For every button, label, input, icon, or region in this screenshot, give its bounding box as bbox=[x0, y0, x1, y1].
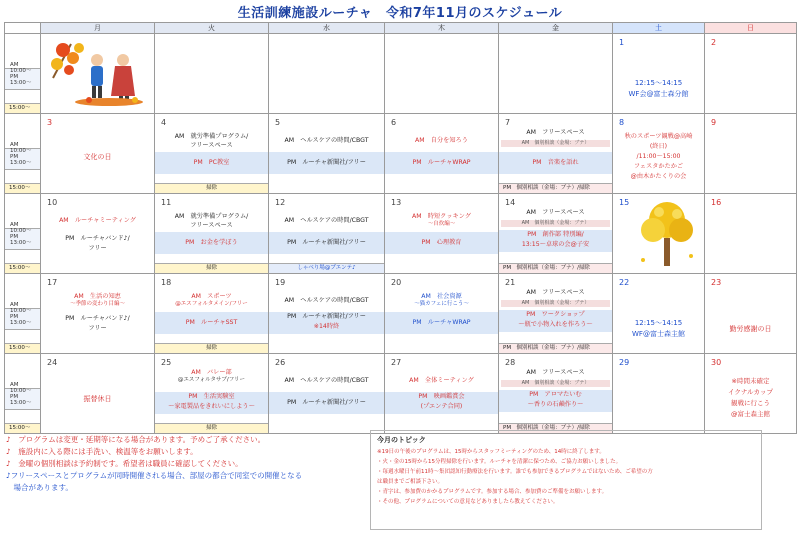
note-item: ♪ 施設内に入る際には手洗い、検温等をお願いします。 bbox=[6, 447, 198, 456]
day-cell-4: 4 AM 就労準備プログラム/ フリースペース PM PC教室 掃除 bbox=[155, 114, 269, 194]
day-cell-29: 29 bbox=[613, 354, 705, 434]
topics-heading: 今月のトピック bbox=[377, 436, 426, 444]
note-item: ♪ 金曜の個別相談は予約制です。希望者は職員に確認してください。 bbox=[6, 459, 243, 468]
topic-item: ・その他、プログラムについての意見などありましたら教えてください。 bbox=[377, 499, 559, 505]
day-cell bbox=[155, 34, 269, 114]
day-cell-7: 7 AM フリースペース AM 個別相談（金場：ブナ） PM 音楽を語れ PM 個別相談（金場：ブナ）/掃除 bbox=[499, 114, 613, 194]
ginkgo-tree-illustration bbox=[635, 198, 699, 268]
weekday-mon: 月 bbox=[41, 23, 155, 34]
day-cell-10: 10 AM ルーチャミーティング PM ルーチャバンド♪/ フリー bbox=[41, 194, 155, 274]
day-cell-9: 9 bbox=[705, 114, 797, 194]
day-cell-11: 11 AM 就労準備プログラム/ フリースペース PM お金を学ぼう 掃除 bbox=[155, 194, 269, 274]
day-cell-17: 17 AM 生活の知恵 〜季節の変わり目編〜 PM ルーチャバンド♪/ フリー bbox=[41, 274, 155, 354]
weekday-sun: 日 bbox=[705, 23, 797, 34]
weekday-fri: 金 bbox=[499, 23, 613, 34]
topic-item: は職員までご相談下さい。 bbox=[377, 479, 444, 485]
day-cell-28: 28 AM フリースペース AM 個別相談（金場：ブナ） PM アロマたいむ 〜香りの石鹸作り〜 PM 個別相談（金場：ブナ）/掃除 bbox=[499, 354, 613, 434]
day-cell-27: 27 AM 全体ミーティング PM 映画鑑賞会 (プエンテ合同) bbox=[385, 354, 499, 434]
weekday-tue: 火 bbox=[155, 23, 269, 34]
header-corner bbox=[5, 23, 41, 34]
day-cell-13: 13 AM 時短クッキング 〜自炊編〜 PM 心理教育 bbox=[385, 194, 499, 274]
holiday-label: 振替休日 bbox=[83, 395, 112, 403]
day-cell-3: 3 文化の日 bbox=[41, 114, 155, 194]
day-cell-26: 26 AM ヘルスケアの時間/CBGT PM ルーチャ新聞社/フリー bbox=[269, 354, 385, 434]
day-cell-6: 6 AM 自分を知ろう PM ルーチャWRAP bbox=[385, 114, 499, 194]
time-legend: AM 10:00〜 PM 13:00〜 15:00〜 bbox=[5, 194, 41, 274]
day-cell bbox=[385, 34, 499, 114]
day-cell-24: 24 振替休日 bbox=[41, 354, 155, 434]
notes-list bbox=[4, 434, 364, 494]
note-item: ♪ プログラムは変更・延期等になる場合があります。予めご了承ください。 bbox=[6, 435, 266, 444]
topic-item: ・毎週水曜日午前11時〜集団認知行動療法を行います。誰でも参加できるプログラムではないため、ご希望の方 bbox=[377, 469, 653, 475]
topic-item: ・青字は、参加費のかかるプログラムです。参加する場合、参加費のご準備をお願いします。 bbox=[377, 489, 608, 495]
topic-item: ※19日の午後のプログラムは、15時からスタッフミーティングのため、14時に終了します。 bbox=[377, 449, 605, 455]
day-cell-15: 15 bbox=[613, 194, 705, 274]
day-cell-20: 20 AM 社会資源 〜猫カフェに行こう〜 PM ルーチャWRAP bbox=[385, 274, 499, 354]
note-item: 場合があります。 bbox=[6, 483, 73, 492]
topics-box bbox=[370, 430, 762, 530]
day-cell-25: 25 AM バレー部 @エスフォルタサブ/フリー PM 生活実験室 〜家電製品をきれいにしよう〜 掃除 bbox=[155, 354, 269, 434]
day-cell-22: 22 12:15〜14:15 WF@富士森主館 bbox=[613, 274, 705, 354]
day-cell-8: 8 秋のスポーツ観戦@高崎 (終日) /11:00〜15:00 フェスタかたかご @由木かたくりの会 bbox=[613, 114, 705, 194]
note-item: ♪フリースペースとプログラムが同時開催される場合、部屋の都合で同室での開催となる bbox=[6, 471, 303, 480]
day-cell-14: 14 AM フリースペース AM 個別相談（金場：ブナ） PM 創作部 特別編/ 13:15〜卓球の会@子安 PM 個別相談（金場：ブナ）/掃除 bbox=[499, 194, 613, 274]
topic-item: ・火・金の15時から15分程掃除を行います。ルーチャを清潔に保つため、ご協力お願いしました。 bbox=[377, 459, 622, 465]
day-cell bbox=[41, 34, 155, 114]
holiday-label: 勤労感謝の日 bbox=[729, 325, 772, 333]
time-legend: AM 10:00〜 PM 13:00〜 15:00〜 bbox=[5, 114, 41, 194]
day-cell-19: 19 AM ヘルスケアの時間/CBGT PM ルーチャ新聞社/フリー ※14時終 bbox=[269, 274, 385, 354]
day-cell-2: 2 bbox=[705, 34, 797, 114]
time-legend: AM 10:00〜 PM 13:00〜 15:00〜 bbox=[5, 34, 41, 114]
day-cell-1: 1 12:15〜14:15 WF会@富士森分館 bbox=[613, 34, 705, 114]
weekday-thu: 木 bbox=[385, 23, 499, 34]
day-cell-18: 18 AM スポーツ @エスフォルタメイン/フリー PM ルーチャSST 掃除 bbox=[155, 274, 269, 354]
holiday-label: 文化の日 bbox=[83, 153, 112, 161]
day-cell-21: 21 AM フリースペース AM 個別相談（金場：ブナ） PM ワークショップ 〜瓶で小物入れを作ろう〜 PM 個別相談（金場：ブナ）/掃除 bbox=[499, 274, 613, 354]
time-legend: AM 10:00〜 PM 13:00〜 15:00〜 bbox=[5, 274, 41, 354]
day-cell-12: 12 AM ヘルスケアの時間/CBGT PM ルーチャ新聞社/フリー しゃべり場@プエンテ♪ bbox=[269, 194, 385, 274]
calendar-table bbox=[4, 22, 797, 434]
day-cell-16: 16 bbox=[705, 194, 797, 274]
day-cell-30: 30 ※時間未確定 イクナルカップ 観戦に行こう @富士森主館 bbox=[705, 354, 797, 434]
day-cell bbox=[269, 34, 385, 114]
day-cell-5: 5 AM ヘルスケアの時間/CBGT PM ルーチャ新聞社/フリー bbox=[269, 114, 385, 194]
weekday-wed: 水 bbox=[269, 23, 385, 34]
autumn-leaves-illustration bbox=[49, 38, 149, 108]
time-legend: AM 10:00〜 PM 13:00〜 15:00〜 bbox=[5, 354, 41, 434]
page-title: 生活訓練施設ルーチャ 令和7年11月のスケジュール bbox=[237, 6, 563, 21]
day-cell bbox=[499, 34, 613, 114]
day-cell-23: 23 勤労感謝の日 bbox=[705, 274, 797, 354]
weekday-sat: 土 bbox=[613, 23, 705, 34]
